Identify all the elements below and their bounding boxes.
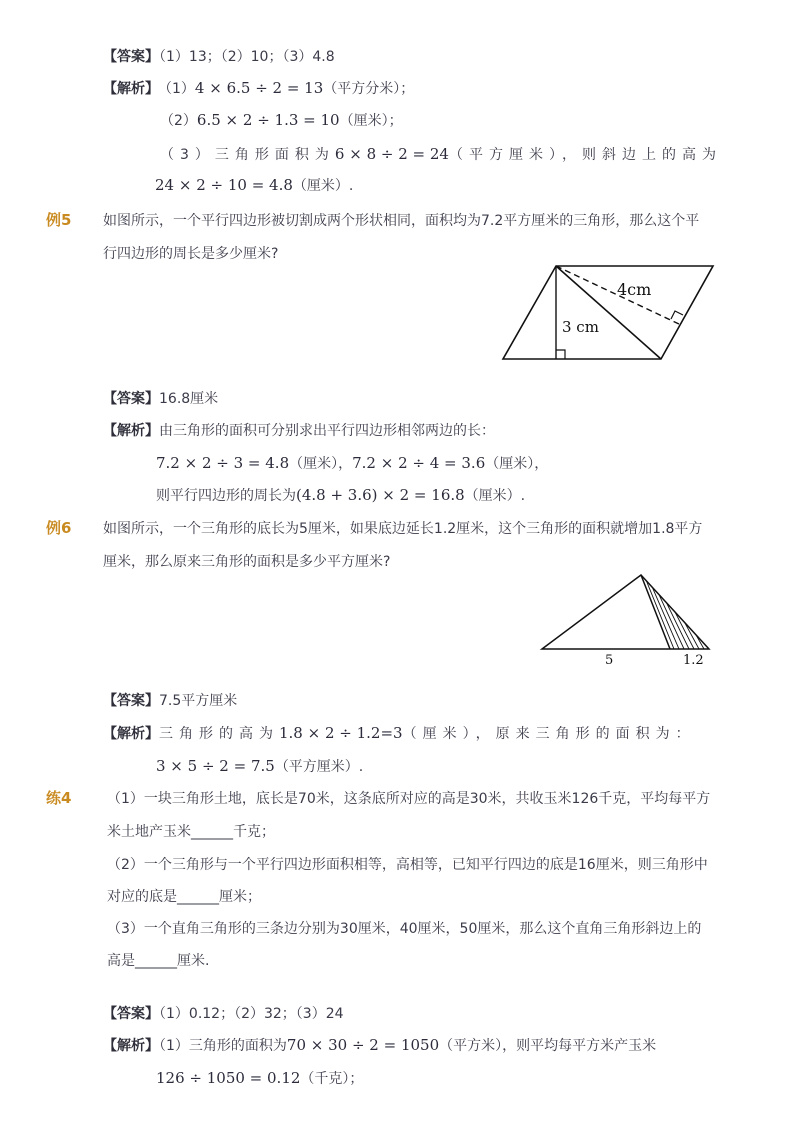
label-5: 5 [605,653,614,668]
answer-text: 16.8厘米 [159,391,219,407]
answer-tag: 【答案】 [103,1006,159,1022]
example-6-label: 例6 [46,519,72,537]
answer-tag: 【答案】 [103,693,159,709]
practice-4-analysis-line-2 [156,1068,363,1088]
analysis-text: 由三角形的面积可分别求出平行四边形相邻两边的长： [159,423,495,439]
practice-4-label: 练4 [46,789,72,807]
formula: 6.5 × 2 ÷ 1.3 = 10 [196,111,340,129]
answer-tag: 【答案】 [103,49,159,65]
example-5-analysis [103,420,495,440]
example-6-question-line-2: 厘米，那么原来三角形的面积是多少平方厘米? [103,554,391,570]
example-6-answer [103,690,237,710]
unit: （厘米）. [464,488,526,504]
analysis-line-4 [155,175,353,195]
practice-4-q1-line-1: （1）一块三角形土地，底长是70米，这条底所对应的高是30米，共收玉米126千克，平均每平方 [107,791,711,807]
answer-text: （1）13；（2）10；（3）4.8 [159,49,335,65]
step-number: （2） [160,113,197,129]
example-6-analysis-line-2 [156,756,363,776]
answer-tag: 【答案】 [103,391,159,407]
formula: 70 × 30 ÷ 2 = 1050 [286,1036,440,1054]
formula: 1.8 × 2 ÷ 1.2=3 [279,724,403,742]
example-5-question-line-1: 如图所示，一个平行四边形被切割成两个形状相同，面积均为7.2平方厘米的三角形，那么这个平 [103,213,700,229]
analysis-tag: 【解析】 [103,726,159,742]
practice-4-q2-line-2: 对应的底是______厘米； [107,889,261,905]
analysis-text-tail: （厘米），原来三角形的面积为： [402,726,696,742]
analysis-tag: 【解析】 [103,1038,159,1054]
formula: (4.8 + 3.6) × 2 = 16.8 [296,486,465,504]
label-3cm: 3 cm [562,318,599,336]
formula-b: 7.2 × 2 ÷ 4 = 3.6 [352,454,486,472]
example-5-analysis-line-3 [156,485,525,505]
answer-row-1 [103,46,335,66]
practice-4-q2-line-1: （2）一个三角形与一个平行四边形面积相等，高相等，已知平行四边的底是16厘米，则三角形中 [107,857,708,873]
practice-4-analysis [103,1035,656,1055]
analysis-row-1 [103,78,414,98]
unit: （厘米）； [339,113,403,129]
analysis-text: （1）三角形的面积为 [159,1038,287,1054]
practice-4-q1-line-2: 米土地产玉米______千克； [107,824,275,840]
formula: 4 × 6.5 ÷ 2 = 13 [194,79,324,97]
unit: （平方厘米）. [274,759,364,775]
step-number: （1） [165,81,195,97]
step-text-tail: （平方厘米），则斜边上的高为 [448,147,722,163]
formula-a: 7.2 × 2 ÷ 3 = 4.8 [156,454,290,472]
unit-a: （厘米）， [289,456,353,472]
right-angle-mark-2 [671,311,683,319]
split-line [641,575,670,649]
right-angle-mark [556,350,565,359]
example-6-question-line-1: 如图所示，一个三角形的底长为5厘米，如果底边延长1.2厘米，这个三角形的面积就增加1.8平方 [103,521,703,537]
step-text: （3）三角形面积为 [160,147,335,163]
practice-4-q3-line-2: 高是______厘米. [107,953,210,969]
analysis-tag: 【解析】 [103,423,159,439]
formula: 126 ÷ 1050 = 0.12 [156,1069,301,1087]
formula: 3 × 5 ÷ 2 = 7.5 [156,757,275,775]
analysis-text: 三角形的高为 [159,726,279,742]
analysis-tag: 【解析】 [103,81,159,97]
label-1-2: 1.2 [683,653,704,668]
example-5-analysis-line-2 [156,453,548,473]
triangle-figure [536,570,716,670]
example-5-answer [103,388,218,408]
analysis-line-2 [160,110,403,130]
analysis-text-tail: （平方米），则平均每平方米产玉米 [439,1038,657,1054]
unit: （千克）； [300,1071,364,1087]
analysis-line-3 [160,144,722,164]
practice-4-answer [103,1003,344,1023]
unit: （平方分米）； [323,81,415,97]
analysis-text: 则平行四边形的周长为 [156,488,296,504]
answer-text: 7.5平方厘米 [159,693,238,709]
formula: 24 × 2 ÷ 10 = 4.8 [155,176,293,194]
example-5-label: 例5 [46,211,72,229]
unit-b: （厘米）， [485,456,549,472]
formula: 6 × 8 ÷ 2 = 24 [334,145,449,163]
example-6-analysis [103,723,696,743]
label-4cm: 4cm [617,280,652,299]
example-5-question-line-2: 行四边形的周长是多少厘米? [103,246,279,262]
practice-4-q3-line-1: （3）一个直角三角形的三条边分别为30厘米，40厘米，50厘米，那么这个直角三角形斜边上的 [107,921,702,937]
unit: （厘米）. [292,178,354,194]
parallelogram-figure [495,258,720,366]
answer-text: （1）0.12；（2）32；（3）24 [159,1006,344,1022]
